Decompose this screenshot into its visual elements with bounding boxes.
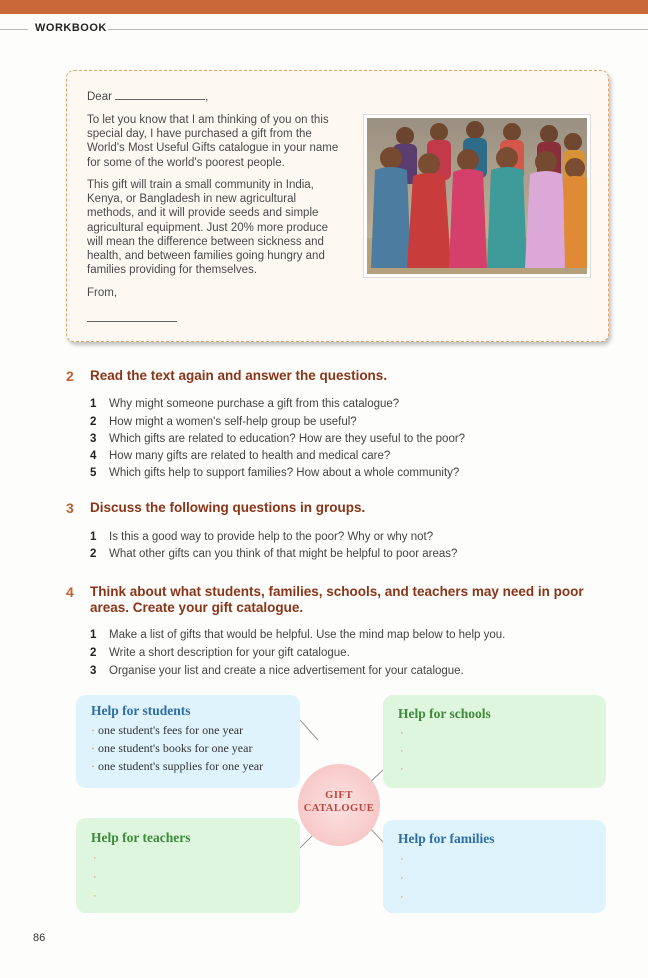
blank-bullet: · — [400, 891, 404, 903]
greeting-comma: , — [205, 91, 209, 103]
gift-catalogue-center — [298, 764, 380, 846]
letter-from: From, — [87, 287, 118, 299]
list-item: 4 How many gifts are related to health and medical care? — [90, 450, 391, 462]
students-title: Help for students — [91, 703, 191, 718]
schools-box — [383, 695, 606, 788]
page-number: 86 — [33, 932, 46, 944]
list-item: 3 Which gifts are related to education? How are they useful to the poor? — [90, 433, 466, 445]
blank-bullet: · — [400, 872, 404, 884]
list-item: 2 What other gifts can you think of that might be helpful to poor areas? — [90, 548, 458, 560]
letter-paragraph-2: This gift will train a small community in India, Kenya, or Bangladesh in new agricultural methods, and it will provide seeds and simple agricultural equipment. Just 20% more produce will mean the difference between sickness and health, and between families going hungry and families providing for themselves. — [87, 179, 328, 277]
list-item: 3 Organise your list and create a nice advertisement for your catalogue. — [90, 665, 464, 677]
blank-bullet: · — [400, 745, 404, 757]
blank-bullet: · — [93, 871, 97, 883]
teachers-box — [76, 818, 300, 913]
q2-number: 2 — [66, 368, 74, 384]
q4-number: 4 — [66, 584, 74, 600]
list-item: · one student's fees for one year — [91, 723, 244, 737]
blank-bullet: · — [400, 763, 404, 775]
blank-bullet: · — [400, 727, 404, 739]
q4-title-line-2: areas. Create your gift catalogue. — [90, 600, 304, 615]
schools-title: Help for schools — [398, 706, 491, 721]
blank-bullet: · — [400, 853, 404, 865]
dear-text: Dear — [87, 91, 112, 103]
teachers-title: Help for teachers — [91, 830, 191, 845]
families-title: Help for families — [398, 831, 495, 846]
list-item: 2 How might a women's self-help group be useful? — [90, 416, 357, 428]
center-line-1: GIFT — [325, 790, 353, 801]
list-item: · one student's supplies for one year — [91, 759, 264, 773]
q2-title: Read the text again and answer the questions. — [90, 368, 388, 383]
list-item: 5 Which gifts help to support families? How about a whole community? — [90, 467, 460, 479]
blank-bullet: · — [93, 890, 97, 902]
q4-title-line-1: Think about what students, families, schools, and teachers may need in poor — [90, 584, 584, 599]
students-box — [76, 695, 300, 788]
q3-title: Discuss the following questions in groups. — [90, 500, 366, 515]
blank-bullet: · — [93, 852, 97, 864]
list-item: 2 Write a short description for your gift catalogue. — [90, 647, 350, 659]
list-item: · one student's books for one year — [91, 741, 253, 755]
families-box — [383, 820, 606, 913]
list-item: 1 Is this a good way to provide help to the poor? Why or why not? — [90, 531, 434, 543]
center-line-2: CATALOGUE — [303, 803, 375, 814]
list-item: 1 Make a list of gifts that would be helpful. Use the mind map below to help you. — [90, 629, 506, 641]
q3-number: 3 — [66, 500, 74, 516]
list-item: 1 Why might someone purchase a gift from this catalogue? — [90, 398, 400, 410]
header-label: WORKBOOK — [35, 22, 107, 34]
letter-paragraph-1: To let you know that I am thinking of you on this special day, I have purchased a gift from the World's Most Useful Gifts catalogue in your name for some of the world's poorest people. — [87, 114, 339, 169]
